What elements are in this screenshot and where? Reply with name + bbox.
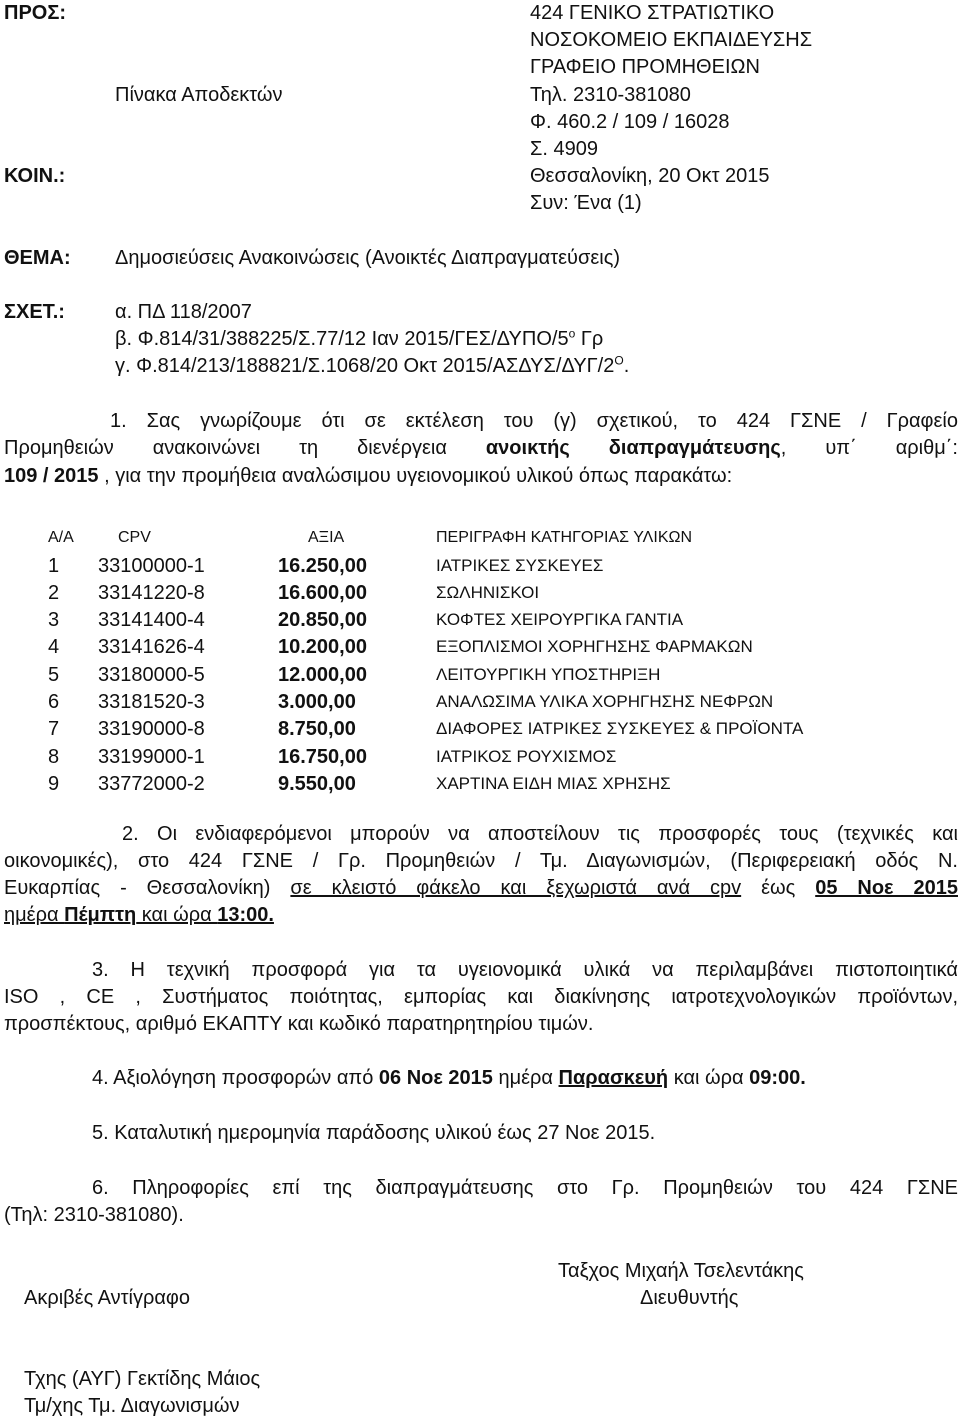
- table-row: [48, 577, 803, 604]
- table-row: [48, 604, 803, 631]
- file-number: Φ. 460.2 / 109 / 16028: [530, 111, 730, 133]
- row-cpv: 33141220-8: [98, 581, 205, 604]
- row-value: 3.000,00: [278, 691, 356, 714]
- row-aa: 6: [48, 691, 60, 714]
- row-cpv: 33772000-2: [98, 772, 205, 795]
- para3-line3: προσπέκτους, αριθμό ΕΚΑΠΤΥ και κωδικό παρατηρητηρίου τιμών.: [4, 1013, 594, 1035]
- row-aa: 1: [48, 554, 60, 577]
- row-aa: 2: [48, 581, 60, 604]
- table-header-row: [48, 522, 803, 549]
- header-description: ΠΕΡΙΓΡΑΦΗ ΚΑΤΗΓΟΡΙΑΣ ΥΛΙΚΩΝ: [436, 529, 692, 547]
- table-row: [48, 740, 803, 767]
- row-cpv: 33141400-4: [98, 609, 205, 632]
- row-description: ΕΞΟΠΛΙΣΜΟΙ ΧΟΡΗΓΗΣΗΣ ΦΑΡΜΑΚΩΝ: [436, 637, 753, 657]
- table-row: [48, 686, 803, 713]
- para3-line1: 3. Η τεχνική προσφορά για τα υγειονομικά υλικά να περιλαμβάνει πιστοποιητικά: [92, 959, 958, 981]
- row-cpv: 33190000-8: [98, 718, 205, 741]
- table-row: [48, 631, 803, 658]
- para4: 4. Αξιολόγηση προσφορών από 06 Νοε 2015 ημέρα Παρασκευή και ώρα 09:00.: [92, 1067, 806, 1089]
- clerk-role: Τμ/χης Τμ. Διαγωνισμών: [24, 1395, 240, 1417]
- table-row: [48, 713, 803, 740]
- reference-b: β. Φ.814/31/388225/Σ.77/12 Ιαν $2015/\Gamma E\Sigma/\Delta\Upsilon\Pi O/5^o$ Γρ: [115, 326, 604, 350]
- row-aa: 7: [48, 718, 60, 741]
- row-aa: 8: [48, 745, 60, 768]
- row-value: 16.250,00: [278, 554, 367, 577]
- row-cpv: 33199000-1: [98, 745, 205, 768]
- row-aa: 3: [48, 609, 60, 632]
- table-row: [48, 768, 803, 795]
- reference-a: α. ΠΔ 118/2007: [115, 301, 252, 323]
- org-line2: ΝΟΣΟΚΟΜΕΙΟ ΕΚΠΑΙΔΕΥΣΗΣ: [530, 29, 813, 51]
- row-description: ΑΝΑΛΩΣΙΜΑ ΥΛΙΚΑ ΧΟΡΗΓΗΣΗΣ ΝΕΦΡΩΝ: [436, 692, 774, 712]
- to-label: ΠΡΟΣ:: [4, 2, 67, 24]
- row-description: ΚΟΦΤΕΣ ΧΕΙΡΟΥΡΓΙΚΑ ΓΑΝΤΙΑ: [436, 610, 684, 630]
- items-table: [48, 522, 803, 795]
- row-description: ΣΩΛΗΝΙΣΚΟΙ: [436, 582, 540, 602]
- table-row: [48, 549, 803, 576]
- row-value: 20.850,00: [278, 609, 367, 632]
- para1-line1: 1. Σας γνωρίζουμε ότι σε εκτέλεση του (γ) σχετικού, το 424 ΓΣΝΕ / Γραφείο: [110, 410, 958, 432]
- para6-line1: 6. Πληροφορίες επί της διαπραγμάτευσης στο Γρ. Προμηθειών του 424 ΓΣΝΕ: [92, 1177, 958, 1199]
- para2-line2: οικονομικές), στο 424 ΓΣΝΕ / Γρ. Προμηθειών / Τμ. Διαγωνισμών, (Περιφερειακή οδός Ν.: [4, 850, 958, 872]
- para6-line2: (Τηλ: 2310-381080).: [4, 1204, 184, 1226]
- signatory-name: Ταξχος Μιχαήλ Τσελεντάκης: [558, 1260, 804, 1282]
- recipients: Πίνακα Αποδεκτών: [115, 84, 283, 106]
- para1-line3: 109 / 2015 , για την προμήθεια αναλώσιμου υγειονομικού υλικού όπως παρακάτω:: [4, 465, 733, 487]
- reference-c: γ. Φ.814/213/188821/Σ.1068/20 Οκτ $2015/A\Sigma\Delta\Upsilon\Sigma/\Delta\Upsilon\Gamma/2^O$.: [115, 353, 630, 377]
- org-line1: 424 ΓΕΝΙΚΟ ΣΤΡΑΤΙΩΤΙΚΟ: [530, 2, 775, 24]
- true-copy-label: Ακριβές Αντίγραφο: [24, 1287, 191, 1309]
- subject-label: ΘΕΜΑ:: [4, 247, 71, 269]
- row-cpv: 33180000-5: [98, 663, 205, 686]
- sigma-number: Σ. 4909: [530, 138, 598, 160]
- header-aa: Α/Α: [48, 529, 74, 547]
- row-cpv: 33100000-1: [98, 554, 205, 577]
- row-description: ΙΑΤΡΙΚΟΣ ΡΟΥΧΙΣΜΟΣ: [436, 746, 617, 766]
- attachments: Συν: Ένα (1): [530, 192, 642, 214]
- references-label: ΣΧΕΤ.:: [4, 301, 65, 323]
- subject-text: Δημοσιεύσεις Ανακοινώσεις (Ανοικτές Διαπραγματεύσεις): [115, 247, 620, 269]
- row-value: 9.550,00: [278, 772, 356, 795]
- place-date: Θεσσαλονίκη, 20 Οκτ 2015: [530, 165, 770, 187]
- para5: 5. Καταλυτική ημερομηνία παράδοσης υλικού έως 27 Νοε 2015.: [92, 1122, 656, 1144]
- row-value: 16.750,00: [278, 745, 367, 768]
- row-aa: 4: [48, 636, 60, 659]
- row-value: 16.600,00: [278, 581, 367, 604]
- table-row: [48, 658, 803, 685]
- row-description: ΔΙΑΦΟΡΕΣ ΙΑΤΡΙΚΕΣ ΣΥΣΚΕΥΕΣ & ΠΡΟΪΟΝΤΑ: [436, 719, 804, 739]
- row-value: 12.000,00: [278, 663, 367, 686]
- phone: Τηλ. 2310-381080: [530, 84, 691, 106]
- signatory-role: Διευθυντής: [640, 1287, 739, 1309]
- para2-line1: 2. Οι ενδιαφερόμενοι μπορούν να αποστείλουν τις προσφορές τους (τεχνικές και: [122, 823, 958, 845]
- koin-label: ΚΟΙΝ.:: [4, 165, 66, 187]
- para2-line4: ημέρα Πέμπτη και ώρα 13:00.: [4, 904, 274, 926]
- row-description: ΙΑΤΡΙΚΕΣ ΣΥΣΚΕΥΕΣ: [436, 555, 604, 575]
- header-cpv: CPV: [118, 529, 151, 547]
- para2-line3: Ευκαρπίας - Θεσσαλονίκη) σε κλειστό φάκελο και ξεχωριστά ανά cpv έως 05 Νοε 2015: [4, 877, 958, 899]
- row-aa: 5: [48, 663, 60, 686]
- row-description: ΛΕΙΤΟΥΡΓΙΚΗ ΥΠΟΣΤΗΡΙΞΗ: [436, 664, 661, 684]
- para1-line2: Προμηθειών ανακοινώνει τη διενέργεια ανοικτής διαπραγμάτευσης, υπ΄ αριθμ΄:: [4, 437, 958, 459]
- header-value: ΑΞΙΑ: [308, 529, 345, 547]
- row-cpv: 33181520-3: [98, 691, 205, 714]
- row-cpv: 33141626-4: [98, 636, 205, 659]
- clerk-name: Τχης (ΑΥΓ) Γεκτίδης Μάιος: [24, 1368, 261, 1390]
- para3-line2: ISO , CE , Συστήματος ποιότητας, εμπορίας και διακίνησης ιατροτεχνολογικών προϊόντων,: [4, 986, 958, 1008]
- row-value: 10.200,00: [278, 636, 367, 659]
- row-aa: 9: [48, 772, 60, 795]
- row-description: ΧΑΡΤΙΝΑ ΕΙΔΗ ΜΙΑΣ ΧΡΗΣΗΣ: [436, 773, 671, 793]
- row-value: 8.750,00: [278, 718, 356, 741]
- org-line3: ΓΡΑΦΕΙΟ ΠΡΟΜΗΘΕΙΩΝ: [530, 56, 760, 78]
